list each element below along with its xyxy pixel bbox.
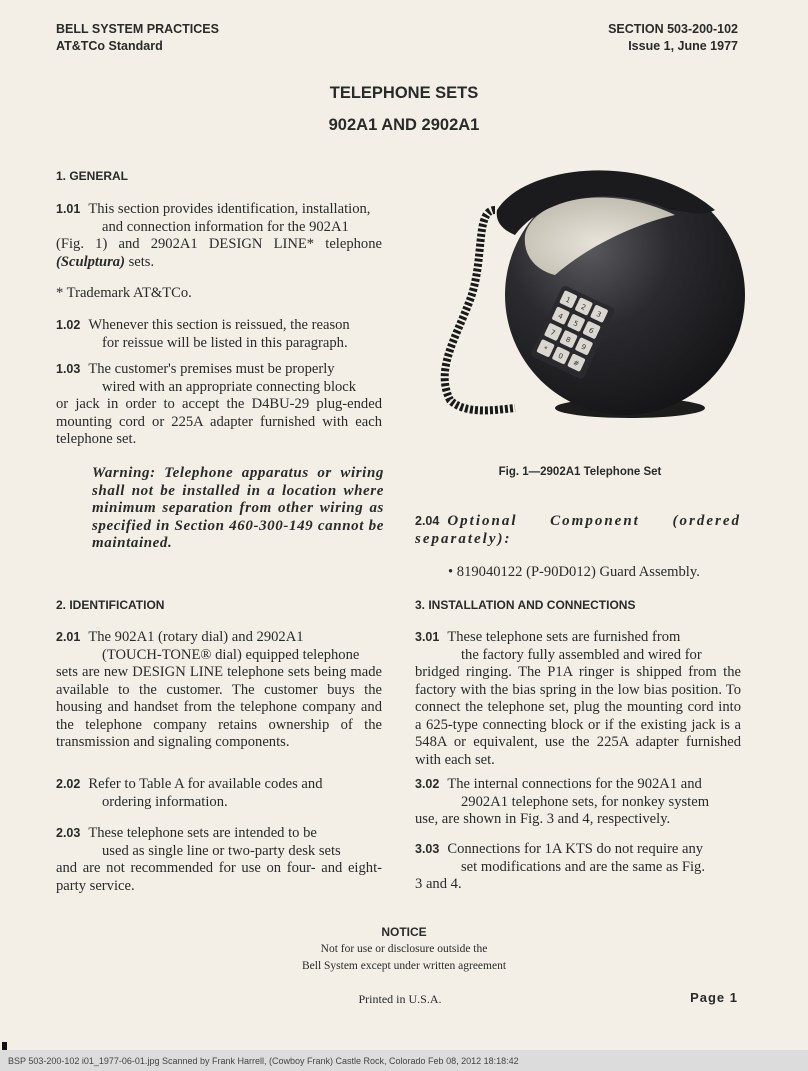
para-2-03	[56, 825, 382, 895]
para-3-02	[415, 776, 741, 829]
para-text: bridged ringing. The P1A ringer is shipped from the factory with the bias spring in the low bias position. To connect the telephone set, plug the mounting cord into a 625-type connecting block or if the existing jack is a 548A or equivalent, use the 225A adapter furnished with each set.	[415, 664, 741, 768]
para-number: 3.01	[415, 630, 440, 644]
header-section: SECTION 503-200-102	[608, 22, 738, 36]
keypad-key-label: 5	[572, 319, 580, 329]
para-number: 1.02	[56, 318, 81, 332]
para-number: 2.04	[415, 514, 440, 528]
bullet-text: 819040122 (P-90D012) Guard Assembly.	[456, 564, 700, 580]
para-text: Connections for 1A KTS do not require any	[447, 841, 704, 857]
para-3-01	[415, 629, 741, 769]
bullet-icon: •	[448, 564, 454, 580]
figure-caption: Fig. 1—2902A1 Telephone Set	[498, 466, 662, 478]
keypad-key-label: 3	[595, 310, 603, 320]
scan-info: BSP 503-200-102 i01_1977-06-01.jpg Scanned by Frank Harrell, (Cowboy Frank) Castle Rock, Colorado Feb 08, 2012 18:18:42	[8, 1056, 519, 1066]
para-text: 2902A1 telephone sets, for nonkey system	[461, 793, 710, 810]
para-text: set modifications and are the same as Fig.	[461, 858, 705, 875]
notice-heading: NOTICE	[381, 925, 427, 939]
para-text: or jack in order to accept the D4BU-29 plug-ended mounting cord or 225A adapter furnished with each telephone set.	[56, 396, 382, 447]
para-text: These telephone sets are intended to be	[88, 825, 317, 841]
header-right	[608, 21, 738, 55]
para-2-01	[56, 629, 382, 752]
para-text: and are not recommended for use on four- and eight-party service.	[56, 860, 382, 894]
para-2-02	[56, 776, 382, 811]
para-number: 1.01	[56, 202, 81, 216]
para-text: (Fig. 1) and 2902A1 DESIGN LINE* telephone	[56, 236, 382, 252]
keypad-key-label: 0	[556, 351, 565, 361]
keypad-key-label: 2	[579, 302, 588, 312]
bullet-item	[448, 564, 700, 582]
para-text: The internal connections for the 902A1 and	[447, 776, 702, 792]
para-text: sets are new DESIGN LINE telephone sets being made available to the customer. The customer buys the housing and handset from the telephone company and the telephone company retains ownership of the transmission and signaling components.	[56, 664, 382, 750]
para-3-03	[415, 841, 741, 894]
para-text: These telephone sets are furnished from	[447, 629, 681, 645]
keypad-key-label: 4	[556, 311, 565, 322]
telephone-photo	[415, 140, 745, 440]
para-1-01	[56, 201, 382, 271]
trademark-note: * Trademark AT&TCo.	[56, 285, 192, 301]
para-number: 2.02	[56, 777, 81, 791]
para-number: 1.03	[56, 362, 81, 376]
para-text: 3 and 4.	[415, 876, 462, 892]
para-text: Whenever this section is reissued, the reason	[88, 317, 350, 333]
warning-note: Warning: Telephone apparatus or wiring shall not be installed in a location where minimum separation from other wiring as specified in Section 460-300-149 cannot be maintained.	[92, 465, 384, 551]
para-number: 2.01	[56, 630, 81, 644]
page-number: Page 1	[690, 990, 738, 1005]
header-left	[56, 21, 219, 55]
para-text: (TOUCH-TONE® dial) equipped telephone	[102, 646, 360, 663]
keypad-key-label: 6	[587, 326, 595, 336]
header-practice: BELL SYSTEM PRACTICES	[56, 22, 219, 36]
keypad-key-label: 8	[564, 335, 572, 345]
para-text: the factory fully assembled and wired for	[461, 646, 702, 663]
keypad-key-label: #	[571, 358, 581, 369]
keypad-key-label: *	[541, 344, 549, 354]
para-1-03	[56, 361, 382, 449]
para-number: 3.02	[415, 777, 440, 791]
para-text: The customer's premises must be properly	[88, 361, 335, 377]
header-issue: Issue 1, June 1977	[628, 39, 738, 53]
identification-heading: 2. IDENTIFICATION	[56, 598, 165, 612]
notice-line2: Bell System except under written agreement	[301, 960, 507, 972]
para-text: Refer to Table A for available codes and	[88, 776, 323, 792]
para-text: sets.	[128, 253, 155, 270]
general-heading: 1. GENERAL	[56, 169, 129, 183]
printed-in: Printed in U.S.A.	[358, 992, 442, 1006]
sculptura-term: (Sculptura)	[56, 253, 125, 270]
para-text: wired with an appropriate connecting block	[102, 378, 357, 395]
title-line1: TELEPHONE SETS	[329, 84, 479, 102]
para-text: The 902A1 (rotary dial) and 2902A1	[88, 629, 304, 645]
optional-component-title: Optional Component (ordered separately):	[415, 513, 741, 547]
title-line2: 902A1 AND 2902A1	[328, 116, 480, 134]
installation-heading: 3. INSTALLATION AND CONNECTIONS	[415, 598, 636, 612]
para-number: 3.03	[415, 842, 440, 856]
para-number: 2.03	[56, 826, 81, 840]
keypad-key-label: 9	[579, 342, 588, 352]
para-text: ordering information.	[102, 793, 228, 810]
para-2-04	[415, 513, 741, 548]
header-standard: AT&TCo Standard	[56, 39, 163, 53]
keypad-key-label: 1	[564, 295, 572, 305]
para-text: This section provides identification, installation,	[88, 201, 371, 217]
para-text: used as single line or two-party desk sets	[102, 842, 341, 859]
para-text: for reissue will be listed in this paragraph.	[102, 334, 348, 351]
keypad-key-label: 7	[549, 328, 557, 338]
notice-line1: Not for use or disclosure outside the	[320, 943, 488, 955]
para-text: use, are shown in Fig. 3 and 4, respectively.	[415, 811, 671, 827]
para-text: and connection information for the 902A1	[102, 218, 349, 235]
para-1-02	[56, 317, 382, 352]
